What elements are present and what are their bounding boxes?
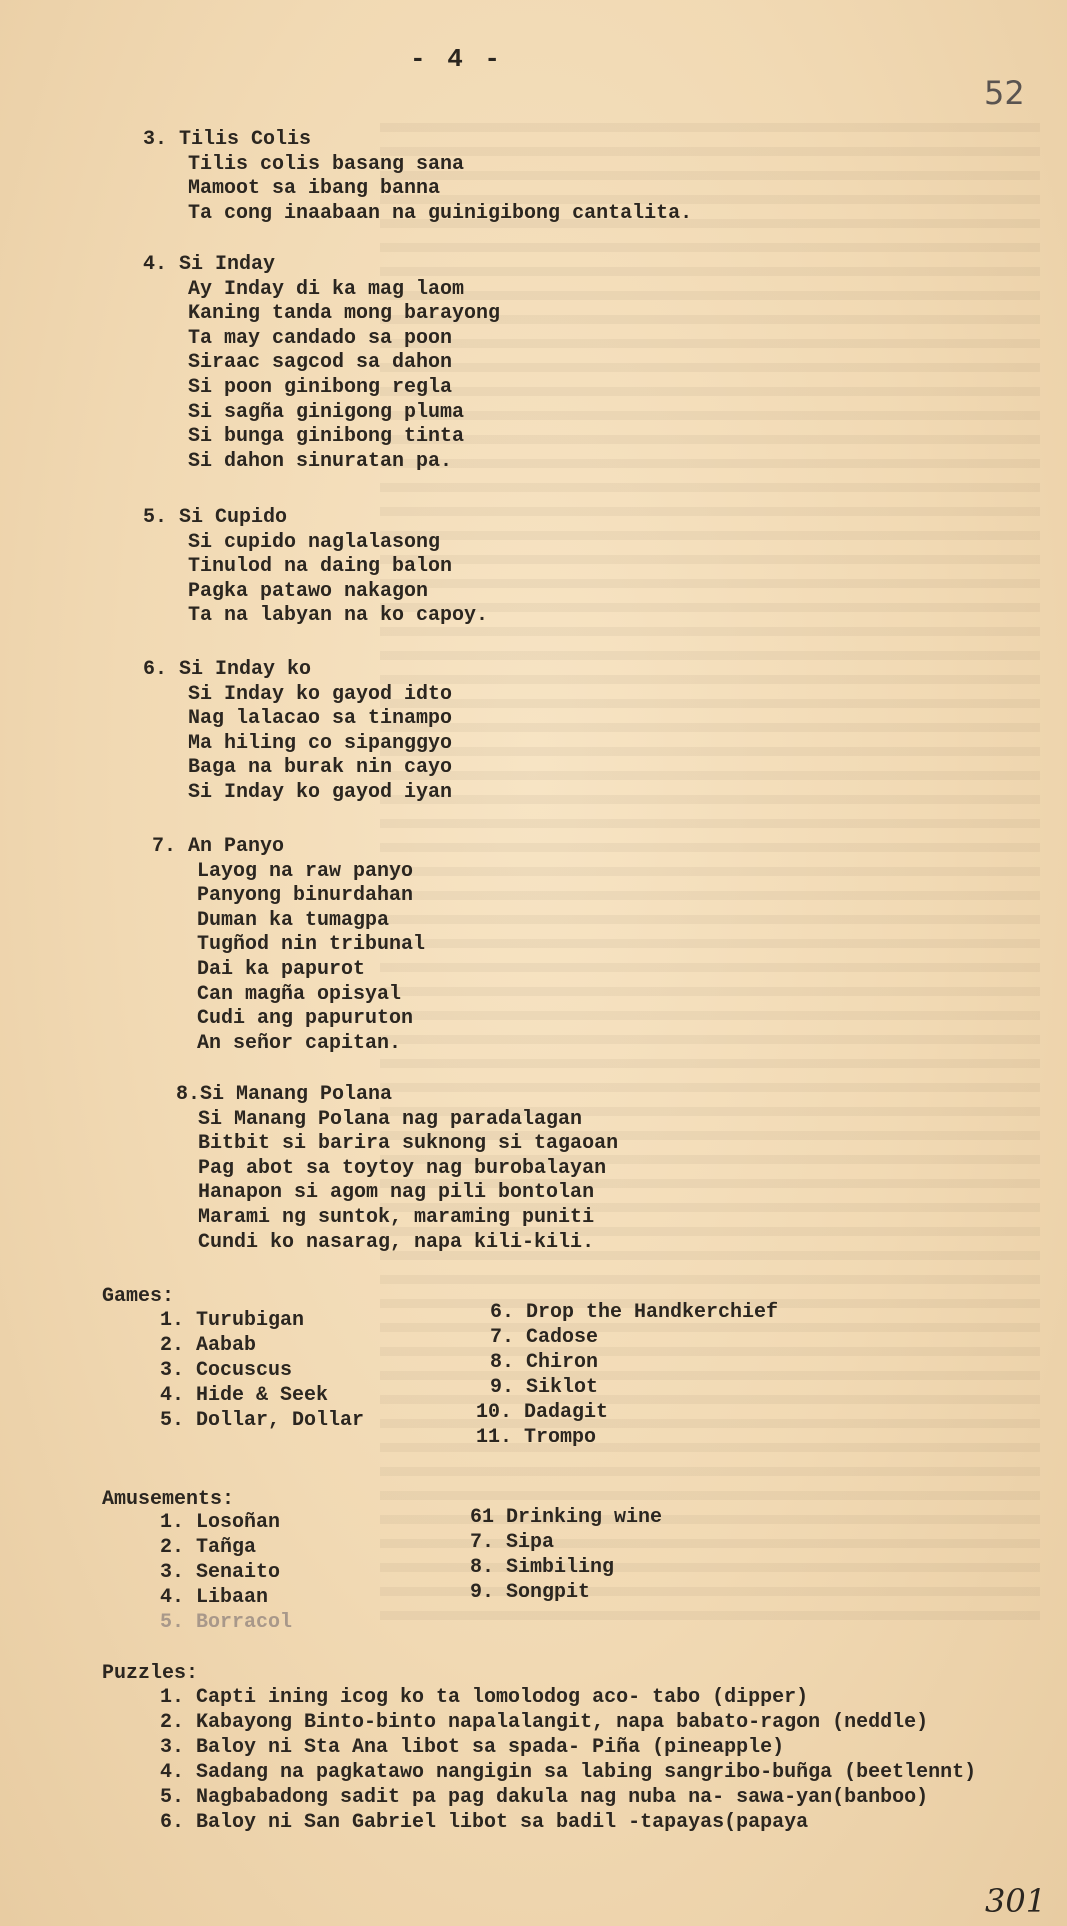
song-title: 8.Si Manang Polana bbox=[176, 1083, 393, 1106]
puzzle-text: Kabayong Binto-binto napalalangit, napa babato-ragon (neddle) bbox=[196, 1711, 929, 1734]
puzzle-item bbox=[160, 1760, 990, 1785]
song-line: Cundi ko nasarag, napa kili-kili. bbox=[198, 1230, 595, 1254]
puzzle-text: Nagbabadong sadit pa pag dakula nag nuba na- sawa-yan(banboo) bbox=[196, 1786, 929, 1809]
song-title: 4. Si Inday bbox=[143, 253, 276, 276]
puzzle-item bbox=[160, 1785, 990, 1810]
song-8 bbox=[176, 1083, 618, 1255]
amusement-item: 8. Simbiling bbox=[470, 1556, 615, 1579]
puzzle-number: 3. bbox=[160, 1736, 185, 1759]
puzzles-list bbox=[160, 1685, 990, 1835]
song-line: Pagka patawo nakagon bbox=[188, 579, 429, 603]
puzzle-item bbox=[160, 1685, 990, 1710]
games-list-right bbox=[476, 1300, 778, 1450]
song-title: 6. Si Inday ko bbox=[143, 658, 312, 681]
song-line: Can magña opisyal bbox=[197, 982, 402, 1006]
game-item: 2. Aabab bbox=[160, 1334, 257, 1357]
amusement-item: 2. Tañga bbox=[160, 1536, 257, 1559]
song-line: Panyong binurdahan bbox=[197, 884, 414, 908]
song-line: Si sagña ginigong pluma bbox=[188, 400, 465, 424]
song-4 bbox=[143, 253, 500, 474]
song-line: Si Manang Polana nag paradalagan bbox=[198, 1107, 583, 1131]
song-line: Marami ng suntok, maraming puniti bbox=[198, 1205, 595, 1229]
puzzle-item bbox=[160, 1810, 990, 1835]
song-line: Bitbit si barira suknong si tagaoan bbox=[198, 1132, 619, 1156]
song-5 bbox=[143, 506, 488, 629]
song-line: Hanapon si agom nag pili bontolan bbox=[198, 1181, 595, 1205]
page-number: - 4 - bbox=[410, 44, 504, 74]
game-item: 11. Trompo bbox=[476, 1426, 597, 1449]
song-line: Tinulod na daing balon bbox=[188, 555, 453, 579]
song-line: Pag abot sa toytoy nag burobalayan bbox=[198, 1156, 607, 1180]
puzzles-heading: Puzzles: bbox=[102, 1662, 199, 1685]
amusement-item: 5. Borracol bbox=[160, 1611, 293, 1634]
song-line: Baga na burak nin cayo bbox=[188, 756, 453, 780]
song-line: Dai ka papurot bbox=[197, 957, 366, 981]
song-line: Ma hiling co sipanggyo bbox=[188, 731, 453, 755]
song-line: Ta cong inaabaan na guinigibong cantalita. bbox=[188, 201, 693, 225]
game-item: 6. Drop the Handkerchief bbox=[490, 1301, 779, 1324]
game-item: 9. Siklot bbox=[490, 1376, 599, 1399]
song-line: Mamoot sa ibang banna bbox=[188, 177, 441, 201]
song-title: 7. An Panyo bbox=[152, 835, 285, 858]
song-line: Ta na labyan na ko capoy. bbox=[188, 604, 489, 628]
song-line: Si Inday ko gayod iyan bbox=[188, 780, 453, 804]
song-line: Cudi ang papuruton bbox=[197, 1007, 414, 1031]
amusement-item: 7. Sipa bbox=[470, 1531, 555, 1554]
game-item: 3. Cocuscus bbox=[160, 1359, 293, 1382]
song-line: Si poon ginibong regla bbox=[188, 375, 453, 399]
song-line: Layog na raw panyo bbox=[197, 859, 414, 883]
games-list-left bbox=[160, 1308, 364, 1433]
amusement-item: 1. Losoñan bbox=[160, 1511, 281, 1534]
puzzle-item bbox=[160, 1710, 990, 1735]
song-line: Nag lalacao sa tinampo bbox=[188, 707, 453, 731]
puzzle-number: 5. bbox=[160, 1786, 185, 1809]
puzzle-item bbox=[160, 1735, 990, 1760]
puzzle-number: 4. bbox=[160, 1761, 185, 1784]
song-line: Ta may candado sa poon bbox=[188, 326, 453, 350]
amusements-heading: Amusements: bbox=[102, 1488, 235, 1511]
song-line: Ay Inday di ka mag laom bbox=[188, 277, 465, 301]
song-line: Duman ka tumagpa bbox=[197, 908, 390, 932]
song-line: An señor capitan. bbox=[197, 1031, 402, 1055]
song-line: Kaning tanda mong barayong bbox=[188, 302, 501, 326]
puzzle-text: Capti ining icog ko ta lomolodog aco- tabo (dipper) bbox=[196, 1686, 809, 1709]
amusement-item: 4. Libaan bbox=[160, 1586, 269, 1609]
puzzle-text: Sadang na pagkatawo nangigin sa labing sangribo-buñga (beetlennt) bbox=[196, 1761, 977, 1784]
game-item: 1. Turubigan bbox=[160, 1309, 305, 1332]
song-3 bbox=[143, 128, 692, 226]
amusement-item: 61 Drinking wine bbox=[470, 1506, 663, 1529]
game-item: 10. Dadagit bbox=[476, 1401, 609, 1424]
song-line: Si Inday ko gayod idto bbox=[188, 682, 453, 706]
song-line: Siraac sagcod sa dahon bbox=[188, 351, 453, 375]
puzzle-text: Baloy ni Sta Ana libot sa spada- Piña (pineapple) bbox=[196, 1736, 785, 1759]
song-line: Tugñod nin tribunal bbox=[197, 933, 426, 957]
amusements-list-left bbox=[160, 1510, 292, 1635]
song-line: Si bunga ginibong tinta bbox=[188, 425, 465, 449]
folio-number: 52 bbox=[984, 74, 1025, 112]
game-item: 8. Chiron bbox=[490, 1351, 599, 1374]
puzzle-number: 1. bbox=[160, 1686, 185, 1709]
song-title: 5. Si Cupido bbox=[143, 506, 288, 529]
puzzle-text: Baloy ni San Gabriel libot sa badil -tapayas(papaya bbox=[196, 1811, 809, 1834]
game-item: 7. Cadose bbox=[490, 1326, 599, 1349]
game-item: 4. Hide & Seek bbox=[160, 1384, 329, 1407]
song-title: 3. Tilis Colis bbox=[143, 128, 312, 151]
song-line: Tilis colis basang sana bbox=[188, 152, 465, 176]
puzzle-number: 6. bbox=[160, 1811, 185, 1834]
puzzle-number: 2. bbox=[160, 1711, 185, 1734]
song-line: Si cupido naglalasong bbox=[188, 530, 441, 554]
amusement-item: 3. Senaito bbox=[160, 1561, 281, 1584]
song-6 bbox=[143, 658, 452, 806]
amusement-item: 9. Songpit bbox=[470, 1581, 591, 1604]
song-line: Si dahon sinuratan pa. bbox=[188, 449, 453, 473]
song-7 bbox=[152, 835, 425, 1056]
game-item: 5. Dollar, Dollar bbox=[160, 1409, 365, 1432]
handwritten-page-number: 301 bbox=[985, 1882, 1047, 1920]
games-heading: Games: bbox=[102, 1285, 175, 1308]
amusements-list-right bbox=[470, 1505, 662, 1605]
